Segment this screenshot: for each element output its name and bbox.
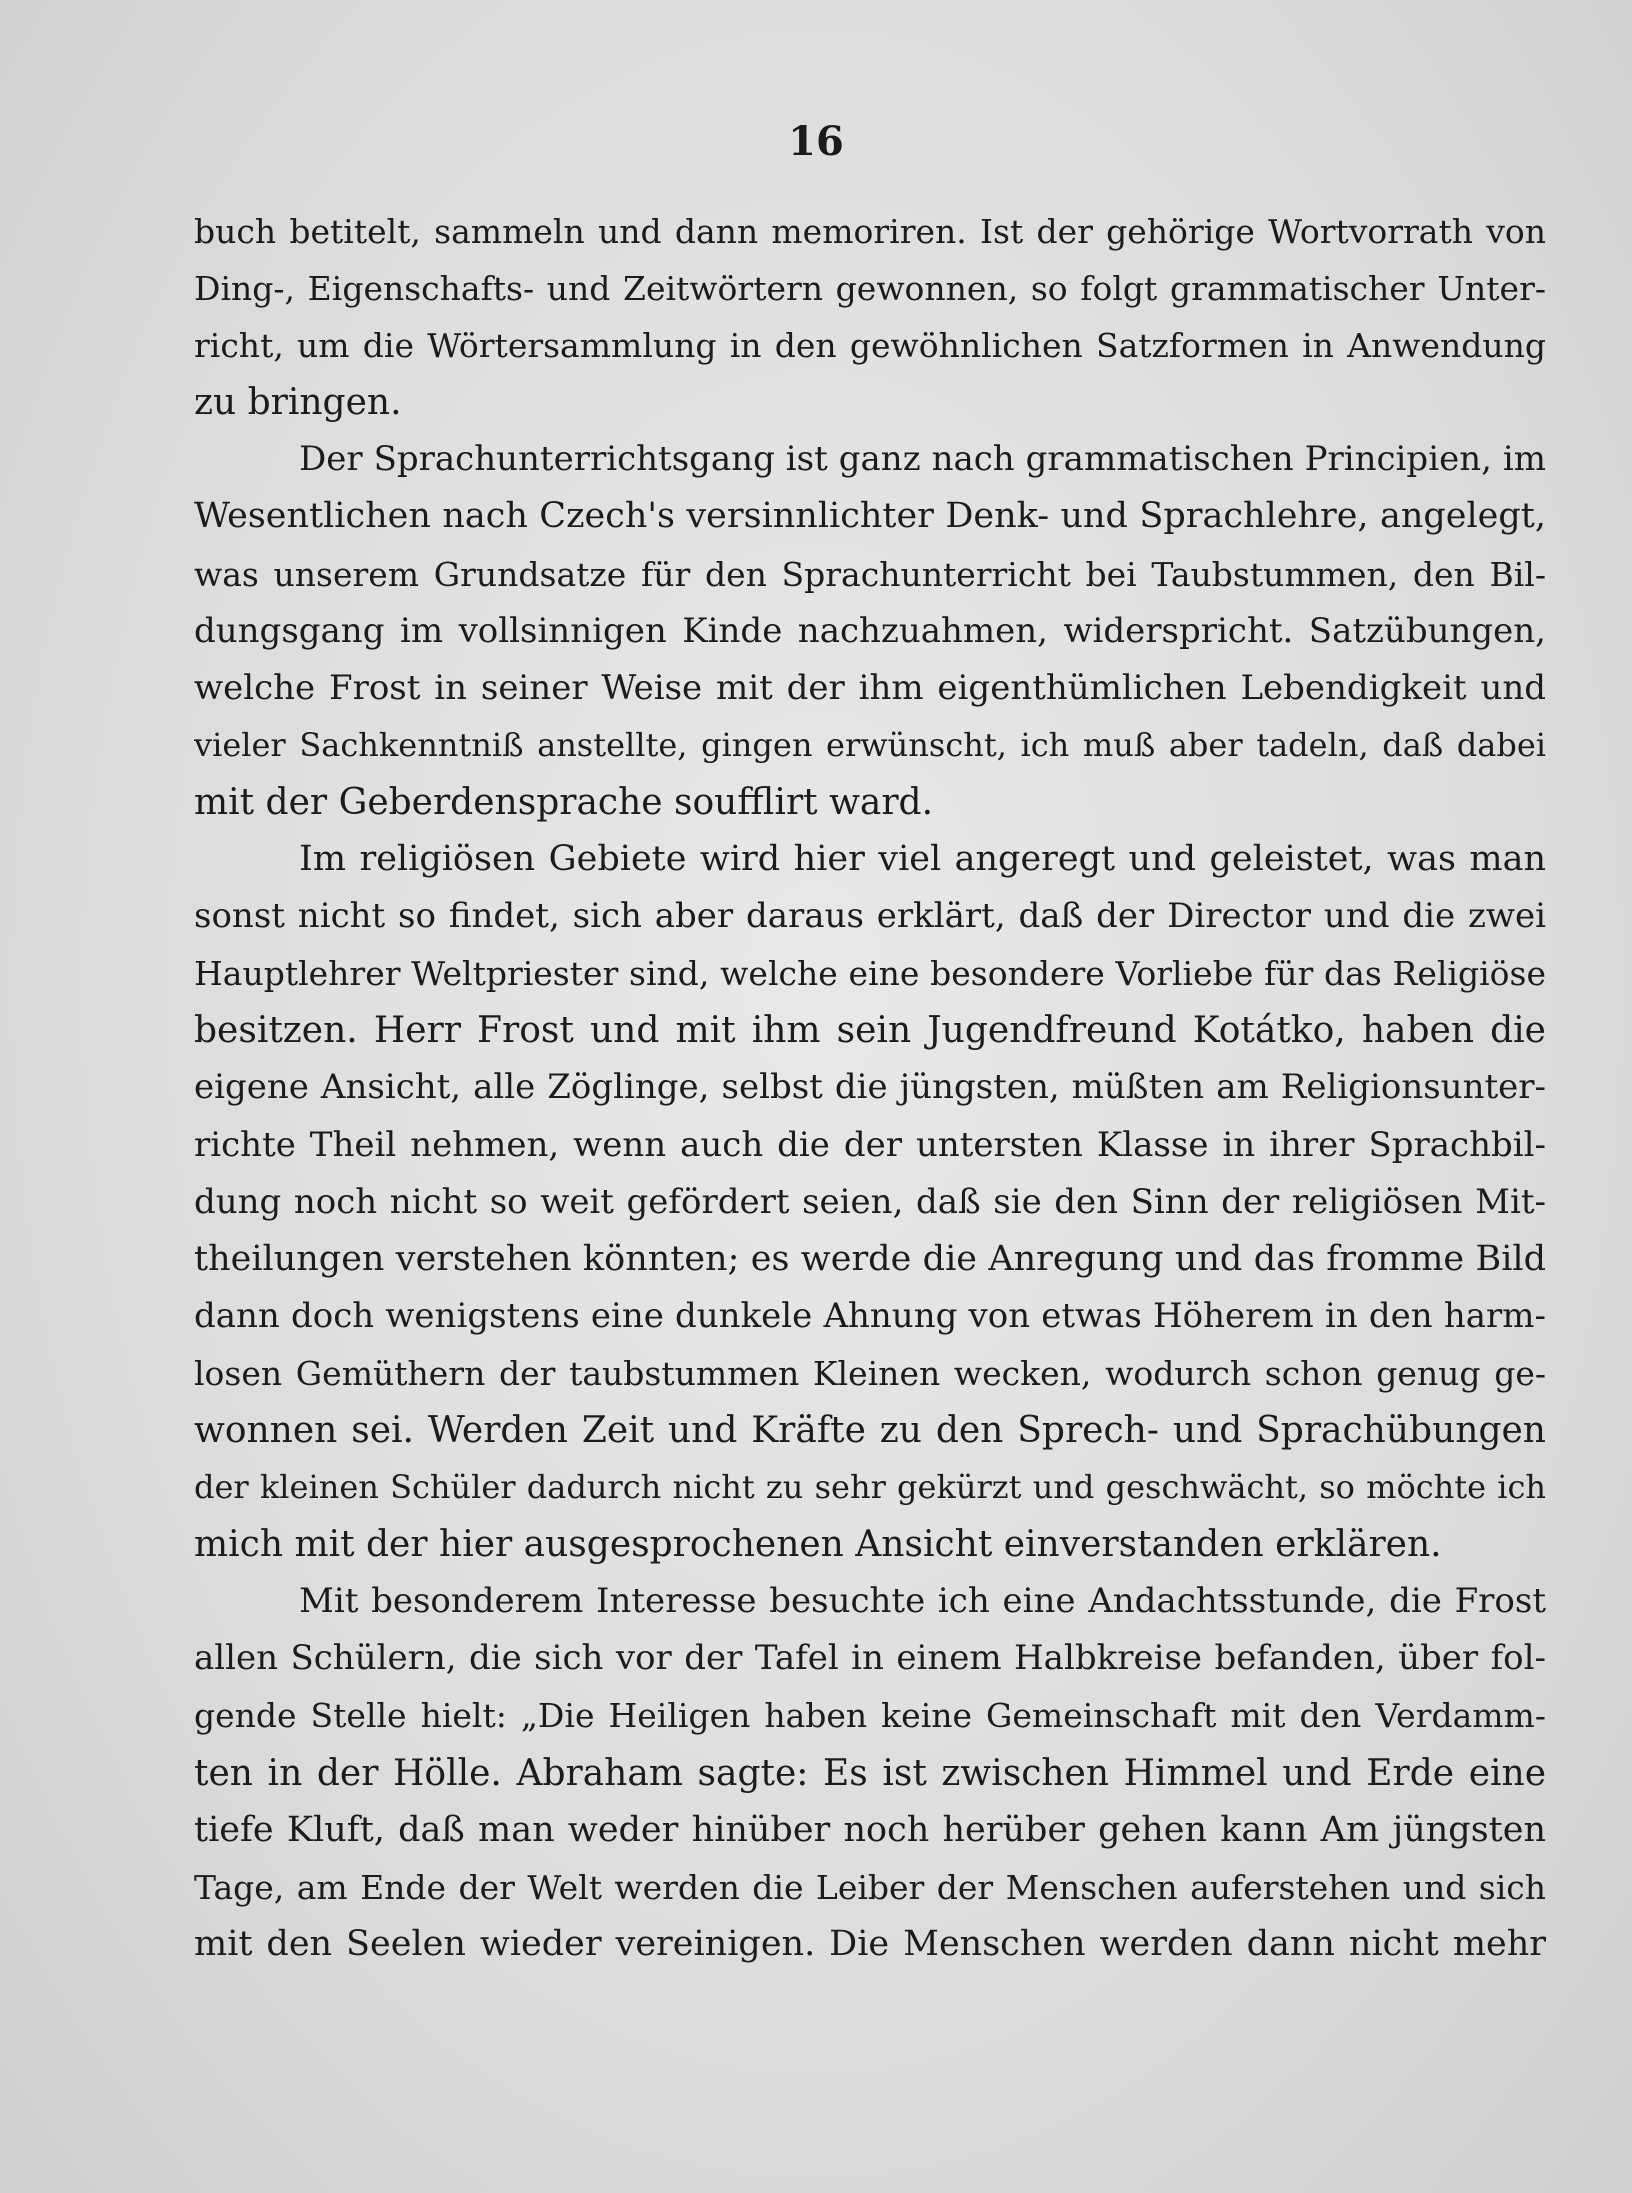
text-line: Tage, am Ende der Welt werden die Leiber der Menschen auferstehen und sich	[194, 1867, 1546, 1907]
text-line: dungsgang im vollsinnigen Kinde nachzuahmen, widerspricht. Satzübungen,	[194, 610, 1546, 651]
text-line: Der Sprachunterrichtsgang ist ganz nach grammatischen Principien, im	[299, 439, 1546, 480]
text-line: sonst nicht so findet, sich aber daraus erklärt, daß der Director und die zwei	[194, 896, 1546, 937]
text-line: mit den Seelen wieder vereinigen. Die Menschen werden dann nicht mehr	[194, 1923, 1546, 1964]
text-line: Mit besonderem Interesse besuchte ich eine Andachtsstunde, die Frost	[299, 1581, 1546, 1622]
text-line: mich mit der hier ausgesprochenen Ansicht einverstanden erklären.	[194, 1524, 1442, 1566]
text-line: richte Theil nehmen, wenn auch die der untersten Klasse in ihrer Sprachbil-	[194, 1124, 1546, 1165]
body-text	[194, 203, 1546, 1973]
text-line: tiefe Kluft, daß man weder hinüber noch herüber gehen kann Am jüngsten	[194, 1809, 1546, 1850]
text-line: Ding-, Eigenschafts- und Zeitwörtern gewonnen, so folgt grammatischer Unter-	[194, 269, 1546, 309]
text-line: richt, um die Wörtersammlung in den gewöhnlichen Satzformen in Anwendung	[194, 326, 1546, 366]
text-line: wonnen sei. Werden Zeit und Kräfte zu den Sprech- und Sprachübungen	[194, 1409, 1546, 1451]
text-line: gende Stelle hielt: „Die Heiligen haben keine Gemeinschaft mit den Verdamm-	[194, 1696, 1546, 1736]
text-line: mit der Geberdensprache soufflirt ward.	[194, 781, 934, 823]
text-line: besitzen. Herr Frost und mit ihm sein Jugendfreund Kotátko, haben die	[194, 1010, 1546, 1052]
text-line: Hauptlehrer Weltpriester sind, welche eine besondere Vorliebe für das Religiöse	[194, 954, 1546, 994]
text-line: losen Gemüthern der taubstummen Kleinen wecken, wodurch schon genug ge-	[194, 1353, 1546, 1393]
text-line: eigene Ansicht, alle Zöglinge, selbst die jüngsten, müßten am Religionsunter-	[194, 1067, 1546, 1108]
text-line: dung noch nicht so weit gefördert seien, daß sie den Sinn der religiösen Mit-	[194, 1181, 1546, 1222]
text-line: dann doch wenigstens eine dunkele Ahnung von etwas Höherem in den harm-	[194, 1295, 1546, 1336]
text-line: theilungen verstehen könnten; es werde die Anregung und das fromme Bild	[194, 1238, 1546, 1279]
text-line: ten in der Hölle. Abraham sagte: Es ist zwischen Himmel und Erde eine	[194, 1752, 1546, 1794]
text-line: welche Frost in seiner Weise mit der ihm eigenthümlichen Lebendigkeit und	[194, 667, 1546, 708]
page-number: 16	[788, 118, 844, 165]
text-line: zu bringen.	[194, 382, 402, 424]
text-line: der kleinen Schüler dadurch nicht zu sehr gekürzt und geschwächt, so möchte ich	[194, 1468, 1546, 1507]
text-line: was unserem Grundsatze für den Sprachunterricht bei Taubstummen, den Bil-	[194, 554, 1546, 594]
text-line: Im religiösen Gebiete wird hier viel angeregt und geleistet, was man	[299, 839, 1546, 880]
text-line: Wesentlichen nach Czech's versinnlichter Denk- und Sprachlehre, angelegt,	[194, 496, 1546, 537]
text-line: allen Schülern, die sich vor der Tafel in einem Halbkreise befanden, über fol-	[194, 1638, 1546, 1679]
text-line: buch betitelt, sammeln und dann memoriren. Ist der gehörige Wortvorrath von	[194, 212, 1546, 251]
text-line: vieler Sachkenntniß anstellte, gingen erwünscht, ich muß aber tadeln, daß dabei	[194, 725, 1546, 764]
